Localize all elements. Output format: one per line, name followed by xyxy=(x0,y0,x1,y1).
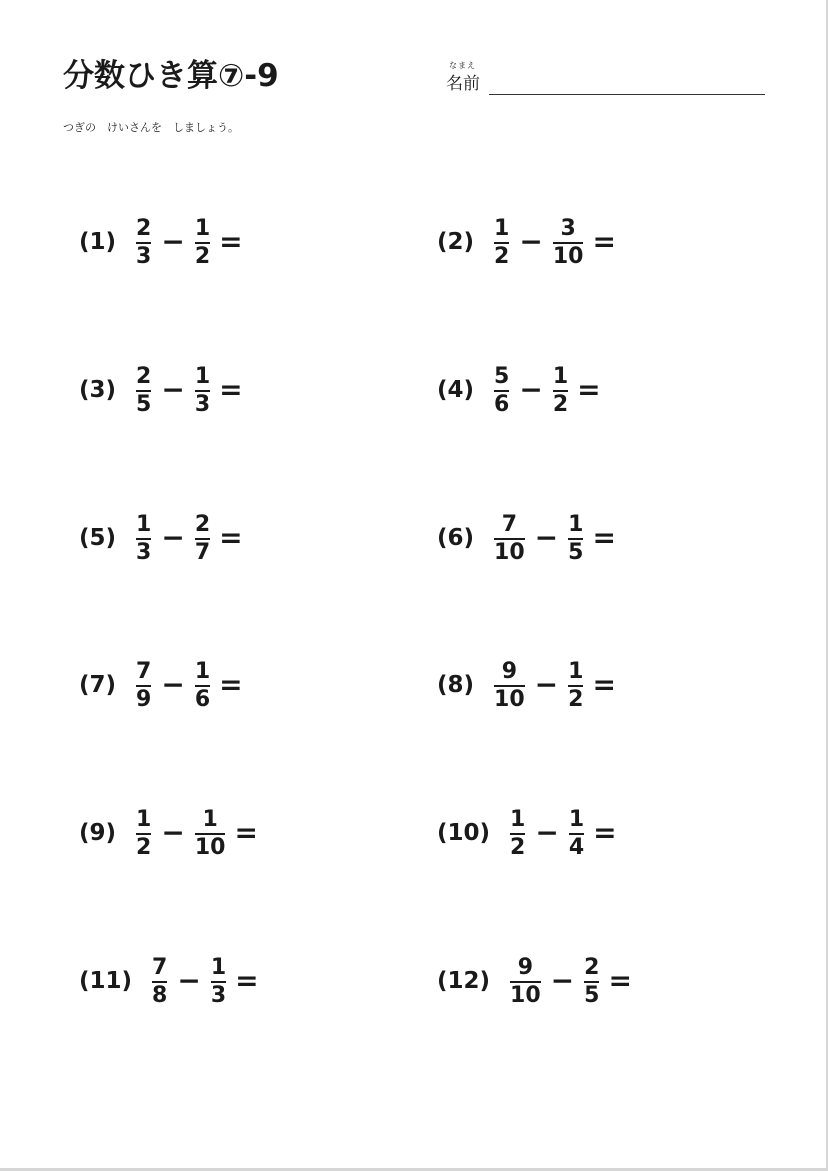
denominator: 2 xyxy=(494,243,510,269)
denominator: 5 xyxy=(136,391,152,417)
equals-sign: = xyxy=(592,225,616,258)
name-write-line[interactable] xyxy=(489,94,765,95)
problem-3 xyxy=(79,360,243,420)
problem-number: (4) xyxy=(437,377,475,403)
equals-sign: = xyxy=(234,816,258,849)
numerator: 2 xyxy=(584,954,600,980)
numerator: 9 xyxy=(517,954,533,980)
equals-sign: = xyxy=(608,964,632,997)
problem-number: (10) xyxy=(437,820,491,846)
minus-sign: − xyxy=(161,668,185,701)
fraction-b xyxy=(553,364,568,417)
numerator: 1 xyxy=(568,511,584,537)
numerator: 5 xyxy=(494,363,510,389)
fraction-b xyxy=(195,512,210,565)
numerator: 1 xyxy=(494,215,510,241)
denominator: 10 xyxy=(494,686,525,712)
fraction-b xyxy=(195,659,210,712)
denominator: 3 xyxy=(136,539,152,565)
fraction-a xyxy=(136,364,151,417)
page-title: 分数ひき算⑦-9 xyxy=(63,58,279,94)
problem-number: (9) xyxy=(79,820,117,846)
numerator: 1 xyxy=(568,806,585,832)
denominator: 7 xyxy=(194,539,211,565)
minus-sign: − xyxy=(161,373,185,406)
numerator: 2 xyxy=(136,215,152,241)
problem-number: (6) xyxy=(437,525,475,551)
problem-number: (11) xyxy=(79,968,133,994)
denominator: 10 xyxy=(510,982,541,1008)
problem-number: (1) xyxy=(79,229,117,255)
numerator: 7 xyxy=(136,658,152,684)
fraction-a xyxy=(494,216,509,269)
numerator: 1 xyxy=(552,363,569,389)
denominator: 5 xyxy=(584,982,600,1008)
denominator: 3 xyxy=(136,243,152,269)
problem-number: (2) xyxy=(437,229,475,255)
numerator: 1 xyxy=(194,363,211,389)
problem-1 xyxy=(79,212,243,272)
equals-sign: = xyxy=(593,816,617,849)
denominator: 3 xyxy=(194,391,211,417)
equals-sign: = xyxy=(592,668,616,701)
problem-7 xyxy=(79,655,243,715)
fraction-a xyxy=(136,216,151,269)
minus-sign: − xyxy=(534,521,559,554)
equals-sign: = xyxy=(219,373,243,406)
denominator: 5 xyxy=(568,539,584,565)
fraction-b xyxy=(211,955,226,1008)
fraction-b xyxy=(568,512,583,565)
denominator: 2 xyxy=(194,243,211,269)
name-label: 名前 xyxy=(446,74,480,94)
fraction-a xyxy=(494,364,509,417)
fraction-a xyxy=(136,512,151,565)
equals-sign: = xyxy=(235,964,259,997)
denominator: 10 xyxy=(552,243,584,269)
fraction-b xyxy=(195,216,210,269)
equals-sign: = xyxy=(219,225,243,258)
minus-sign: − xyxy=(161,225,185,258)
equals-sign: = xyxy=(577,373,601,406)
numerator: 7 xyxy=(501,511,517,537)
fraction-a xyxy=(494,512,525,565)
instruction-text: つぎの けいさんを しましょう。 xyxy=(63,121,239,134)
numerator: 2 xyxy=(194,511,211,537)
minus-sign: − xyxy=(534,668,559,701)
minus-sign: − xyxy=(161,521,185,554)
problem-number: (3) xyxy=(79,377,117,403)
problem-number: (5) xyxy=(79,525,117,551)
denominator: 2 xyxy=(568,686,584,712)
numerator: 1 xyxy=(194,215,211,241)
name-ruby: なまえ xyxy=(449,61,476,70)
fraction-b xyxy=(553,216,584,269)
problem-6 xyxy=(437,508,616,568)
problem-number: (12) xyxy=(437,968,491,994)
problem-5 xyxy=(79,508,243,568)
equals-sign: = xyxy=(592,521,616,554)
problem-11 xyxy=(79,951,259,1011)
denominator: 6 xyxy=(194,686,211,712)
fraction-a xyxy=(510,807,525,860)
fraction-b xyxy=(568,659,583,712)
minus-sign: − xyxy=(519,225,543,258)
fraction-a xyxy=(510,955,541,1008)
numerator: 1 xyxy=(510,806,526,832)
fraction-a xyxy=(136,807,151,860)
minus-sign: − xyxy=(535,816,559,849)
problem-9 xyxy=(79,803,258,863)
fraction-b xyxy=(195,364,210,417)
fraction-a xyxy=(136,659,151,712)
fraction-b xyxy=(584,955,599,1008)
denominator: 8 xyxy=(152,982,168,1008)
denominator: 2 xyxy=(552,391,569,417)
denominator: 10 xyxy=(194,834,226,860)
problem-number: (8) xyxy=(437,672,475,698)
minus-sign: − xyxy=(161,816,185,849)
numerator: 1 xyxy=(136,511,152,537)
denominator: 4 xyxy=(568,834,585,860)
denominator: 2 xyxy=(136,834,152,860)
fraction-a xyxy=(152,955,167,1008)
denominator: 9 xyxy=(136,686,152,712)
numerator: 1 xyxy=(210,954,227,980)
numerator: 2 xyxy=(136,363,152,389)
numerator: 1 xyxy=(568,658,584,684)
denominator: 2 xyxy=(510,834,526,860)
denominator: 3 xyxy=(210,982,227,1008)
problem-number: (7) xyxy=(79,672,117,698)
minus-sign: − xyxy=(177,964,201,997)
equals-sign: = xyxy=(219,521,243,554)
fraction-b xyxy=(569,807,584,860)
numerator: 1 xyxy=(194,658,211,684)
denominator: 10 xyxy=(494,539,525,565)
minus-sign: − xyxy=(550,964,575,997)
numerator: 1 xyxy=(202,806,218,832)
problem-12 xyxy=(437,951,632,1011)
equals-sign: = xyxy=(219,668,243,701)
numerator: 7 xyxy=(152,954,168,980)
name-field[interactable] xyxy=(446,60,766,100)
fraction-a xyxy=(494,659,525,712)
minus-sign: − xyxy=(519,373,543,406)
numerator: 1 xyxy=(136,806,152,832)
denominator: 6 xyxy=(494,391,510,417)
problem-2 xyxy=(437,212,616,272)
problem-10 xyxy=(437,803,617,863)
problem-4 xyxy=(437,360,601,420)
fraction-b xyxy=(195,807,226,860)
numerator: 3 xyxy=(560,215,576,241)
problem-8 xyxy=(437,655,616,715)
numerator: 9 xyxy=(501,658,517,684)
